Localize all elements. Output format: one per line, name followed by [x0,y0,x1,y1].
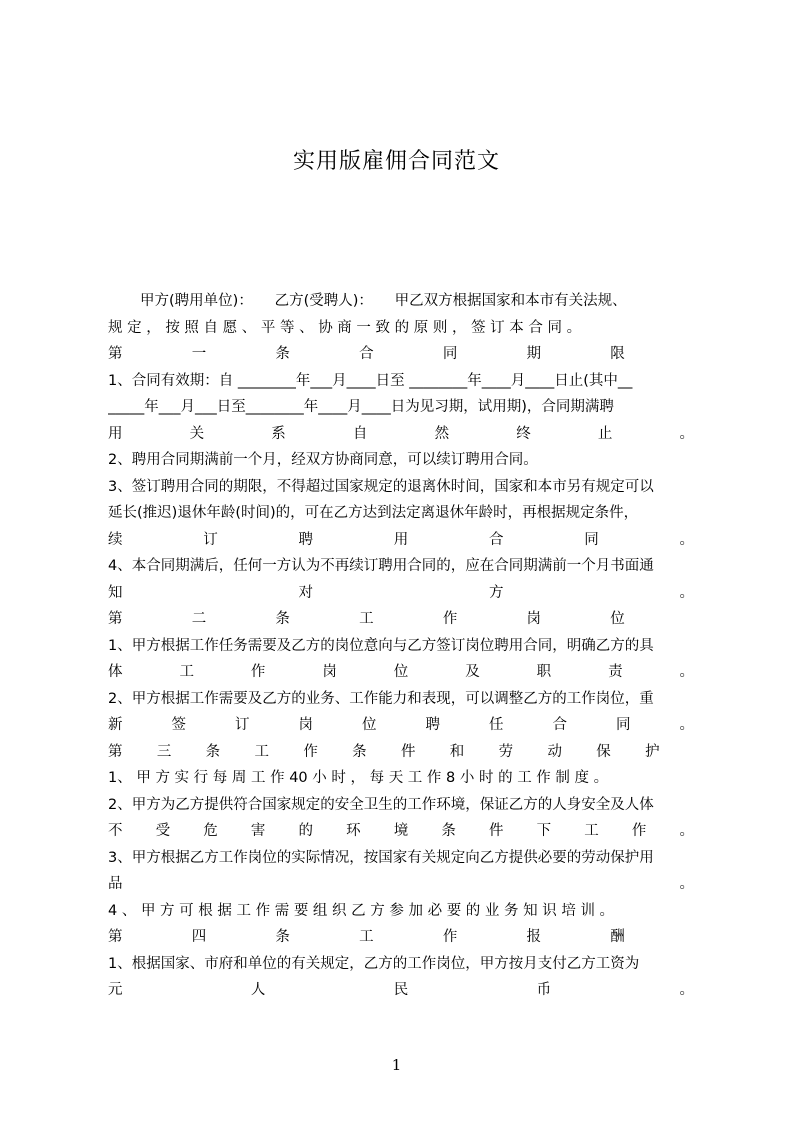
document-title: 实用版雇佣合同范文 [292,149,500,174]
line-token: 害 [250,823,266,839]
line-token: 。 [679,425,694,442]
line-token: 同 [442,346,458,362]
line-token: 条 [275,611,290,627]
line-token: 受 [155,823,171,839]
line-token: 元 [108,982,123,998]
page-number: 1 [391,1056,402,1074]
line-token: 岗 [322,664,337,680]
line-token: 用 [393,531,409,548]
line-token: 条 [352,743,367,760]
line-token: 同 [584,531,599,548]
line-token: 聘 [425,717,440,733]
document-line: 1、 甲 方 实 行 每 周 工 作 40 小 时 ， 每 天 工 作 8 小 时 的 工 作 制 度 。 [108,770,609,786]
line-token: 。 [679,982,694,998]
line-token: 品 [108,876,123,892]
line-token: 期 [526,346,542,362]
line-token: 岗 [526,611,542,627]
line-token: 的 [298,823,313,839]
line-token: 。 [679,717,694,733]
document-line: 延长(推迟)退休年龄(时间)的，可在乙方达到法定离退休年龄时，再根据规定条件， [108,505,639,521]
document-line: 3、签订聘用合同的期限，不得超过国家规定的退离休时间，国家和本市另有规定可以 [108,478,654,495]
document-line [108,871,696,898]
line-token: 作 [442,611,458,627]
document-line: 2、甲方为乙方提供符合国家规定的安全卫生的工作环境，保证乙方的人身安全及人体 [108,796,654,813]
document-line [108,527,696,554]
line-token: 工 [179,664,194,680]
line-token: 位 [610,611,625,627]
line-token: 境 [393,823,409,839]
line-token: 终 [516,425,531,442]
document-line [108,924,696,951]
line-token: 动 [547,743,562,760]
line-token: 四 [191,929,207,945]
line-token: 及 [465,664,480,680]
line-token: 然 [434,425,450,442]
line-token: 工 [254,743,269,760]
line-token: 合 [359,346,374,362]
document-line: 2、甲方根据工作需要及乙方的业务、工作能力和表现，可以调整乙方的工作岗位，重 [108,690,654,707]
document-line: 规 定 ， 按 照 自 愿 、 平 等 、 协 商 一 致 的 原 则 ， 签 订 本 合 同 。 [108,319,582,336]
line-token: 条 [275,929,290,945]
line-token: 签 [171,717,186,733]
line-token: 二 [191,611,207,627]
line-token: 。 [679,531,694,548]
line-token: 。 [679,664,694,680]
document-line [108,580,696,607]
line-token: 知 [108,584,123,601]
line-token: 合 [552,717,567,733]
line-token: 一 [191,346,207,362]
line-token: 护 [645,743,660,760]
document-line [108,341,696,368]
line-token: 作 [631,823,647,839]
line-token: 位 [362,717,377,733]
document-line [108,712,696,739]
document-line: 1、根据国家、市府和单位的有关规定，乙方的工作岗位，甲方按月支付乙方工资为 [108,955,640,972]
line-token: 酬 [610,929,625,945]
line-token: 民 [393,982,409,998]
document-line [108,818,696,845]
line-token: 环 [346,823,361,839]
line-token: 位 [393,664,409,680]
line-token: 。 [679,584,694,601]
line-token: 限 [610,346,625,362]
line-token: 。 [679,823,694,839]
document-body [108,288,696,1008]
line-token: 责 [608,664,623,680]
line-token: 危 [203,823,218,839]
line-token: 作 [250,664,266,680]
line-token: 新 [108,717,123,733]
line-token: 不 [108,823,123,839]
document-line [108,977,696,1004]
document-line: 2、聘用合同期满前一个月，经双方协商同意，可以续订聘用合同。 [108,452,538,468]
line-token: 订 [235,717,250,733]
line-token: 同 [616,717,631,733]
line-token: 续 [108,531,123,548]
document-line: 1、合同有效期：自 ________年___月____日至 ________年____月____日止(其中__ [108,372,633,389]
line-token: 第 [108,611,123,627]
document-line: _____年___月___日至________年____月____日为见习期，试用期)，合同期满聘 [108,399,614,415]
line-token: 第 [108,346,123,362]
line-token: 职 [536,664,552,680]
line-token: 工 [584,823,599,839]
line-token: 合 [489,531,504,548]
line-token: 自 [352,425,368,442]
line-token: 条 [275,346,290,362]
line-token: 。 [679,876,694,892]
line-token: 岗 [298,717,313,733]
document-line: 4、本合同期满后，任何一方认为不再续订聘用合同的，应在合同期满前一个月书面通 [108,558,654,574]
document-line: 3、甲方根据乙方工作岗位的实际情况，按国家有关规定向乙方提供必要的劳动保护用 [108,849,654,866]
line-token: 任 [489,717,504,733]
line-token: 体 [108,664,123,680]
line-token: 劳 [498,743,514,760]
line-token: 聘 [298,531,313,548]
line-token: 币 [536,982,552,998]
document-line: 甲方(聘用单位)： 乙方(受聘人)： 甲乙双方根据国家和本市有关法规、 [140,293,627,309]
line-token: 方 [489,584,504,601]
line-token: 第 [108,929,123,945]
line-token: 三 [156,743,172,760]
line-token: 关 [189,425,205,442]
line-token: 第 [108,743,123,760]
line-token: 用 [108,425,123,442]
document-line [108,606,696,633]
document-line [108,739,696,766]
line-token: 条 [205,743,221,760]
line-token: 件 [489,823,504,839]
line-token: 止 [597,425,613,442]
line-token: 对 [298,584,313,601]
line-token: 件 [400,743,416,760]
line-token: 工 [359,611,374,627]
line-token: 人 [250,982,266,998]
document-line: 1、甲方根据工作任务需要及乙方的岗位意向与乙方签订岗位聘用合同，明确乙方的具 [108,637,654,654]
line-token: 下 [536,823,552,839]
document-line [108,421,696,448]
line-token: 和 [449,743,465,760]
line-token: 报 [526,929,542,945]
line-token: 作 [303,743,318,760]
line-token: 工 [359,929,374,945]
line-token: 条 [441,823,456,839]
document-line: 4 、 甲 方 可 根 据 工 作 需 要 组 织 乙 方 参 加 必 要 的 业 务 知 识 培 训 。 [108,902,615,919]
line-token: 订 [203,531,218,548]
line-token: 系 [271,425,286,442]
line-token: 作 [442,929,458,945]
line-token: 保 [596,743,611,760]
document-line [108,659,696,686]
